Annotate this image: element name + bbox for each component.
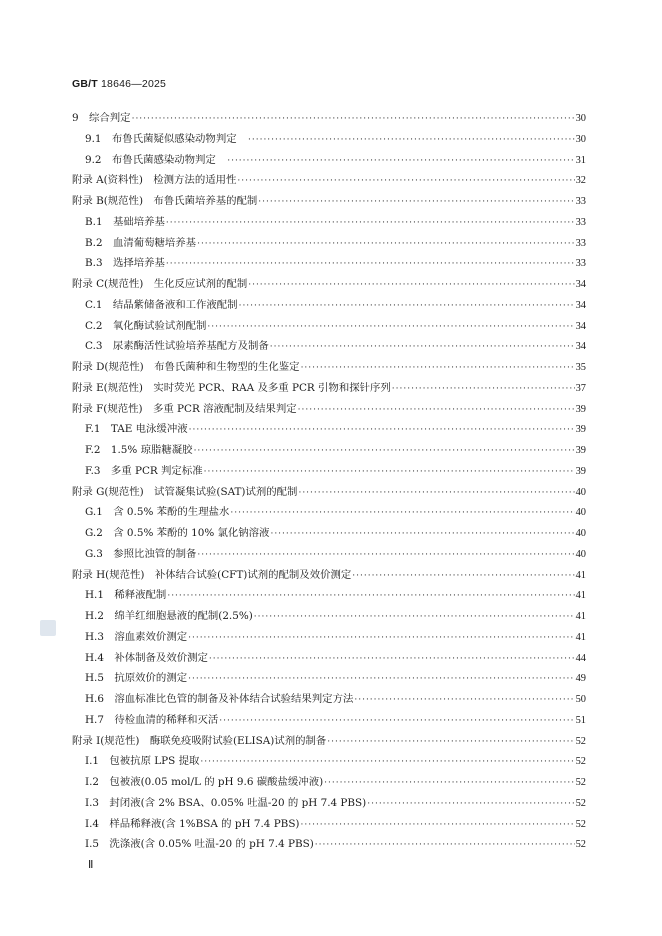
toc-entry[interactable] (72, 751, 586, 772)
toc-entry-title: I.3 封闭液(含 2% BSA、0.05% 吐温-20 的 pH 7.4 PBS) (85, 796, 367, 809)
toc-entry[interactable] (72, 419, 586, 440)
toc-entry-page: 39 (575, 465, 586, 477)
table-of-contents (72, 108, 586, 855)
toc-entry[interactable] (72, 834, 586, 855)
toc-entry-page: 30 (575, 113, 586, 124)
dot-leader (301, 815, 575, 836)
toc-entry-page: 33 (575, 196, 586, 207)
toc-entry-title: G.2 含 0.5% 苯酚的 10% 氯化钠溶液 (85, 527, 270, 539)
toc-entry-page: 40 (575, 528, 586, 539)
dot-leader (315, 835, 575, 856)
dot-leader (227, 151, 574, 172)
toc-entry[interactable] (72, 108, 586, 129)
toc-entry[interactable] (72, 502, 586, 523)
toc-entry-title: I.2 包被液(0.05 mol/L 的 pH 9.6 碳酸盐缓冲液) (85, 776, 324, 788)
toc-entry[interactable] (72, 440, 586, 461)
toc-entry-page: 41 (575, 631, 586, 643)
toc-entry-page: 41 (575, 611, 586, 622)
toc-entry-title: 附录 C(规范性) 生化反应试剂的配制 (72, 278, 248, 290)
toc-entry[interactable] (72, 523, 586, 544)
toc-entry-title: H.5 抗原效价的测定 (85, 672, 188, 685)
dot-leader (298, 400, 575, 421)
toc-entry[interactable] (72, 150, 586, 171)
toc-entry-page: 41 (575, 569, 586, 581)
toc-entry-page: 30 (575, 133, 586, 145)
toc-entry-title: 附录 B(规范性) 布鲁氏菌培养基的配制 (72, 195, 258, 207)
dot-leader (301, 358, 575, 379)
toc-entry-title: G.1 含 0.5% 苯酚的生理盐水 (85, 506, 230, 519)
toc-entry-title: B.3 选择培养基 (85, 257, 165, 270)
toc-entry-page: 52 (575, 735, 586, 747)
toc-entry[interactable] (72, 233, 586, 254)
dot-leader (392, 379, 575, 400)
toc-entry[interactable] (72, 191, 586, 212)
dot-leader (189, 420, 575, 441)
dot-leader (237, 171, 574, 192)
toc-entry-page: 35 (575, 362, 586, 373)
dot-leader (197, 545, 574, 566)
toc-entry-title: H.2 绵羊红细胞悬液的配制(2.5%) (85, 610, 253, 622)
toc-entry-title: C.1 结晶紫储备液和工作液配制 (85, 298, 238, 311)
toc-entry[interactable] (72, 482, 586, 503)
toc-entry-title: 附录 I(规范性) 酶联免疫吸附试验(ELISA)试剂的制备 (72, 734, 327, 747)
toc-entry-page: 40 (575, 507, 586, 519)
watermark-badge (40, 620, 56, 636)
dot-leader (254, 607, 575, 628)
toc-entry-page: 34 (575, 341, 586, 353)
toc-entry-title: I.1 包被抗原 LPS 提取 (85, 755, 200, 768)
toc-entry-page: 39 (575, 445, 586, 456)
toc-entry-title: F.1 TAE 电泳缓冲液 (85, 423, 188, 436)
toc-entry-title: C.3 尿素酶活性试验培养基配方及制备 (85, 340, 269, 353)
toc-entry-title: F.3 多重 PCR 判定标准 (85, 464, 203, 477)
toc-entry-page: 33 (575, 216, 586, 228)
toc-entry-page: 32 (575, 175, 586, 187)
dot-leader (209, 649, 575, 670)
dot-leader (352, 566, 574, 587)
dot-leader (258, 192, 574, 213)
toc-entry[interactable] (72, 253, 586, 274)
toc-entry[interactable] (72, 129, 586, 150)
toc-entry-title: 附录 G(规范性) 试管凝集试验(SAT)试剂的配制 (72, 485, 298, 498)
toc-entry-page: 52 (575, 839, 586, 851)
toc-entry-title: H.7 待检血清的稀释和灭活 (85, 713, 219, 726)
toc-entry-page: 44 (575, 652, 586, 664)
toc-entry-page: 33 (575, 237, 586, 249)
toc-entry-page: 52 (575, 777, 586, 788)
toc-entry[interactable] (72, 731, 586, 752)
dot-leader (270, 524, 574, 545)
toc-entry-title: I.5 洗涤液(含 0.05% 吐温-20 的 pH 7.4 PBS) (85, 838, 314, 851)
toc-entry[interactable] (72, 378, 586, 399)
toc-entry-page: 34 (575, 320, 586, 332)
dot-leader (327, 732, 574, 753)
toc-entry-page: 39 (575, 403, 586, 415)
dot-leader (367, 794, 574, 815)
toc-entry-title: 附录 E(规范性) 实时荧光 PCR、RAA 及多重 PCR 引物和探针序列 (72, 381, 391, 394)
page-number: Ⅱ (88, 859, 94, 871)
toc-entry-title: G.3 参照比浊管的制备 (85, 547, 197, 560)
toc-entry[interactable] (72, 689, 586, 710)
dot-leader (166, 213, 575, 234)
dot-leader (167, 586, 574, 607)
toc-entry[interactable] (72, 648, 586, 669)
toc-entry-title: 附录 F(规范性) 多重 PCR 溶液配制及结果判定 (72, 402, 297, 415)
dot-leader (298, 483, 574, 504)
toc-entry-page: 39 (575, 424, 586, 436)
toc-entry-title: 附录 H(规范性) 补体结合试验(CFT)试剂的配制及效价测定 (72, 568, 352, 581)
toc-entry-title: C.2 氧化酶试验试剂配制 (85, 319, 207, 332)
toc-entry-page: 52 (575, 756, 586, 768)
toc-entry-title: B.2 血清葡萄糖培养基 (85, 236, 197, 249)
toc-entry-title: 附录 A(资料性) 检测方法的适用性 (72, 174, 237, 187)
toc-entry-page: 51 (575, 714, 586, 726)
dot-leader (204, 462, 575, 483)
toc-entry-page: 33 (575, 258, 586, 270)
toc-entry[interactable] (72, 772, 586, 793)
toc-entry[interactable] (72, 627, 586, 648)
toc-entry-page: 37 (575, 382, 586, 394)
toc-entry-page: 34 (575, 299, 586, 311)
toc-entry[interactable] (72, 212, 586, 233)
toc-entry-page: 49 (575, 673, 586, 685)
toc-entry[interactable] (72, 357, 586, 378)
toc-entry[interactable] (72, 336, 586, 357)
toc-entry-title: 附录 D(规范性) 布鲁氏菌种和生物型的生化鉴定 (72, 361, 300, 373)
dot-leader (207, 317, 574, 338)
dot-leader (248, 130, 575, 151)
toc-entry-page: 40 (575, 486, 586, 498)
toc-entry[interactable] (72, 606, 586, 627)
toc-entry-title: H.6 溶血标准比色管的制备及补体结合试验结果判定方法 (85, 693, 354, 705)
dot-leader (270, 337, 575, 358)
toc-entry[interactable] (72, 461, 586, 482)
dot-leader (166, 254, 575, 275)
toc-entry-title: 9.1 布鲁氏菌疑似感染动物判定 (85, 132, 247, 145)
toc-entry-page: 52 (575, 797, 586, 809)
toc-entry-page: 41 (575, 590, 586, 602)
toc-entry[interactable] (72, 274, 586, 295)
dot-leader (230, 503, 574, 524)
toc-entry-page: 31 (575, 154, 586, 166)
toc-entry[interactable] (72, 544, 586, 565)
toc-entry-page: 50 (575, 694, 586, 705)
toc-entry[interactable] (72, 710, 586, 731)
toc-entry-title: H.3 溶血素效价测定 (85, 630, 188, 643)
dot-leader (194, 441, 575, 462)
toc-entry-page: 52 (575, 818, 586, 830)
toc-entry[interactable] (72, 565, 586, 586)
standard-code: GB/T (72, 78, 98, 90)
toc-entry-page: 34 (575, 279, 586, 290)
toc-entry-title: 9.2 布鲁氏菌感染动物判定 (85, 153, 227, 166)
toc-entry[interactable] (72, 793, 586, 814)
standard-number: 18646—2025 (101, 78, 167, 90)
toc-entry-page: 40 (575, 548, 586, 560)
dot-leader (219, 711, 574, 732)
toc-entry-title: F.2 1.5% 琼脂糖凝胶 (85, 444, 193, 456)
toc-entry[interactable] (72, 668, 586, 689)
toc-entry-title: I.4 样品稀释液(含 1%BSA 的 pH 7.4 PBS) (85, 817, 300, 830)
dot-leader (324, 773, 574, 794)
toc-entry[interactable] (72, 585, 586, 606)
dot-leader (239, 296, 575, 317)
dot-leader (248, 275, 574, 296)
dot-leader (188, 628, 575, 649)
toc-entry-title: H.1 稀释液配制 (85, 589, 167, 602)
toc-entry[interactable] (72, 295, 586, 316)
dot-leader (132, 109, 575, 130)
dot-leader (197, 234, 575, 255)
toc-entry-title: B.1 基础培养基 (85, 215, 165, 228)
toc-entry[interactable] (72, 316, 586, 337)
toc-entry[interactable] (72, 814, 586, 835)
toc-entry-title: H.4 补体制备及效价测定 (85, 651, 208, 664)
toc-entry-title: 9 综合判定 (72, 112, 131, 124)
toc-entry[interactable] (72, 399, 586, 420)
dot-leader (354, 690, 574, 711)
document-header (72, 78, 166, 90)
toc-entry[interactable] (72, 170, 586, 191)
dot-leader (188, 669, 575, 690)
dot-leader (200, 752, 574, 773)
